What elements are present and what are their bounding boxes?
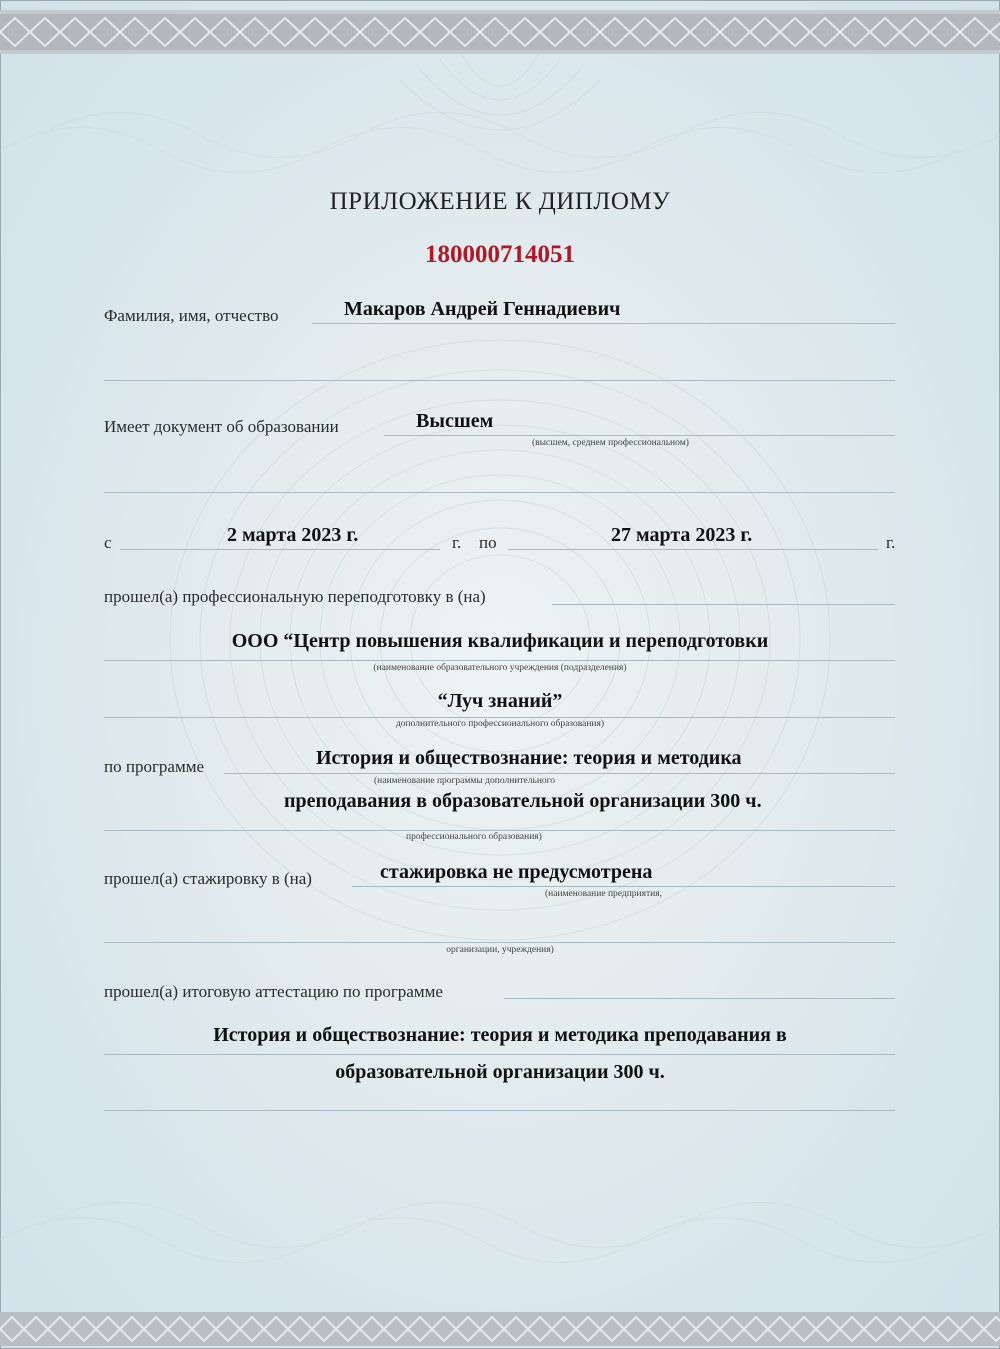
- retraining-org-underline-2: [104, 717, 895, 718]
- education-label: Имеет документ об образовании: [104, 417, 339, 436]
- fio-underline-2: [104, 380, 895, 381]
- fio-value: Макаров Андрей Геннадиевич: [344, 298, 621, 320]
- program-caption1: (наименование программы дополнительного: [374, 776, 556, 786]
- attestation-line1: История и обществознание: теория и методика преподавания в: [213, 1024, 787, 1046]
- internship-value: стажировка не предусмотрена: [380, 861, 653, 883]
- education-underline-2: [104, 492, 895, 493]
- period-from-value: 2 марта 2023 г.: [227, 524, 359, 546]
- document-title: ПРИЛОЖЕНИЕ К ДИПЛОМУ: [329, 188, 671, 215]
- period-year-suffix-1: г.: [452, 533, 462, 552]
- program-underline-1: [224, 773, 895, 774]
- attestation-underline-2: [104, 1110, 895, 1111]
- fio-underline: [312, 323, 895, 324]
- period-to-underline: [508, 549, 878, 550]
- program-line2: преподавания в образовательной организации 300 ч.: [284, 790, 762, 812]
- attestation-line2: образовательной организации 300 ч.: [335, 1061, 665, 1083]
- program-caption2: профессионального образования): [406, 832, 542, 842]
- education-value: Высшем: [416, 410, 494, 432]
- program-underline-2: [104, 830, 895, 831]
- internship-underline: [352, 886, 895, 887]
- bottom-ornament-band: [0, 1312, 1000, 1346]
- program-label: по программе: [104, 757, 205, 776]
- retraining-org-caption2: дополнительного профессионального образования): [395, 719, 605, 729]
- retraining-org-line1: ООО “Центр повышения квалификации и переподготовки: [231, 630, 769, 652]
- top-ornament-band: [0, 10, 1000, 54]
- retraining-underline: [552, 604, 895, 605]
- retraining-org-caption1: (наименование образовательного учреждения (подразделения): [373, 663, 627, 673]
- period-from-label: с: [104, 533, 112, 552]
- period-to-label: по: [479, 533, 497, 552]
- internship-label: прошел(а) стажировку в (на): [104, 869, 312, 888]
- attestation-label: прошел(а) итоговую аттестацию по программе: [104, 982, 443, 1001]
- internship-underline-2: [104, 942, 895, 943]
- education-caption: (высшем, среднем профессиональном): [532, 438, 689, 448]
- internship-caption1: (наименование предприятия,: [545, 889, 662, 899]
- retraining-org-underline-1: [104, 660, 895, 661]
- attestation-underline: [504, 998, 895, 999]
- period-from-underline: [120, 549, 440, 550]
- attestation-underline-1: [104, 1054, 895, 1055]
- retraining-org-line2: “Луч знаний”: [437, 690, 563, 712]
- education-underline: [384, 435, 895, 436]
- period-to-value: 27 марта 2023 г.: [611, 524, 753, 546]
- diploma-number: 180000714051: [425, 241, 575, 268]
- fio-label: Фамилия, имя, отчество: [104, 306, 279, 325]
- period-year-suffix-2: г.: [886, 533, 896, 552]
- retraining-label: прошел(а) профессиональную переподготовку в (на): [104, 587, 486, 606]
- internship-caption2: организации, учреждения): [446, 945, 554, 955]
- program-line1: История и обществознание: теория и методика: [316, 747, 742, 769]
